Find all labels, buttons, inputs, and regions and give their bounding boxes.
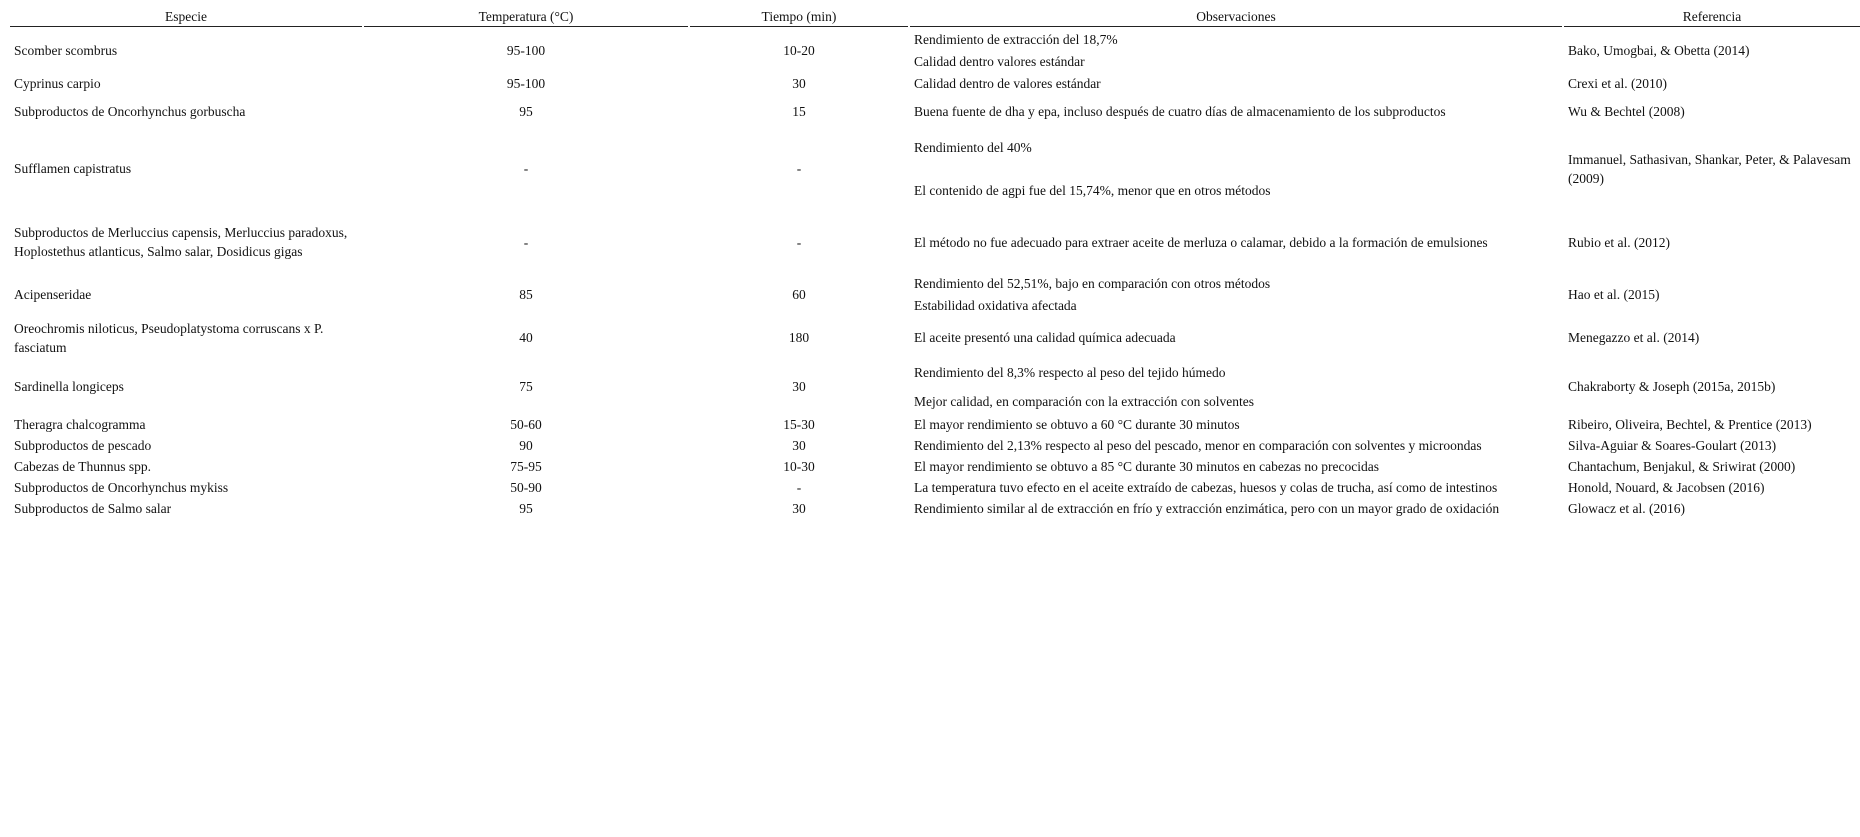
- observacion-line: Calidad dentro de valores estándar: [914, 76, 1101, 91]
- cell-referencia: Crexi et al. (2010): [1568, 76, 1667, 91]
- cell-tiempo: 15-30: [783, 417, 815, 432]
- cell-tiempo: -: [796, 480, 802, 495]
- cell-observaciones: [910, 96, 1562, 126]
- observacion-line: Rendimiento del 8,3% respecto al peso del tejido húmedo: [914, 364, 1226, 380]
- observacion-line: El contenido de agpi fue del 15,74%, menor que en otros métodos: [914, 182, 1271, 198]
- cell-temperatura: 95: [519, 103, 533, 119]
- cell-temperatura: 95: [519, 501, 533, 516]
- cell-referencia: Hao et al. (2015): [1568, 287, 1660, 302]
- observacion-line: El mayor rendimiento se obtuvo a 60 °C durante 30 minutos: [914, 417, 1240, 432]
- cell-observaciones: [910, 126, 1562, 211]
- observacion-line: Rendimiento del 52,51%, bajo en comparación con otros métodos: [914, 276, 1271, 291]
- observacion-line: Mejor calidad, en comparación con la extracción con solventes: [914, 393, 1254, 409]
- table-row: [10, 456, 1860, 477]
- table-row: [10, 435, 1860, 456]
- header-referencia: Referencia: [1564, 8, 1860, 27]
- table-row: [10, 27, 1860, 71]
- cell-especie: Theragra chalcogramma: [14, 417, 146, 432]
- cell-especie: Subproductos de Oncorhynchus gorbuscha: [14, 103, 246, 119]
- cell-especie: Subproductos de Salmo salar: [14, 501, 172, 516]
- cell-temperatura: 50-90: [510, 480, 542, 495]
- cell-observaciones: [910, 359, 1562, 414]
- cell-especie: Subproductos de Oncorhynchus mykiss: [14, 480, 229, 495]
- observacion-line: La temperatura tuvo efecto en el aceite extraído de cabezas, huesos y colas de trucha, así como de intestinos: [914, 480, 1498, 495]
- cell-tiempo: 30: [792, 501, 806, 516]
- cell-referencia: Rubio et al. (2012): [1568, 234, 1670, 250]
- cell-observaciones: [910, 71, 1562, 96]
- data-table: [8, 8, 1860, 519]
- observacion-line: Rendimiento de extracción del 18,7%: [914, 32, 1118, 47]
- observacion-line: Rendimiento del 2,13% respecto al peso del pescado, menor en comparación con solventes y microondas: [914, 438, 1482, 453]
- table-row: [10, 126, 1860, 211]
- table-row: [10, 477, 1860, 498]
- cell-especie: Subproductos de Merluccius capensis, Merluccius paradoxus, Hoplostethus atlanticus, Salmo salar, Dosidicus gigas: [14, 225, 348, 259]
- cell-referencia: Glowacz et al. (2016): [1568, 501, 1685, 516]
- cell-temperatura: 95-100: [506, 43, 546, 58]
- observacion-line: Estabilidad oxidativa afectada: [914, 298, 1077, 313]
- cell-tiempo: 60: [792, 287, 806, 302]
- cell-temperatura: -: [523, 234, 529, 250]
- cell-observaciones: [910, 316, 1562, 359]
- cell-especie: Scomber scombrus: [14, 43, 118, 58]
- observacion-line: Calidad dentro valores estándar: [914, 54, 1085, 69]
- cell-tiempo: 10-20: [783, 43, 815, 58]
- cell-observaciones: [910, 435, 1562, 456]
- cell-temperatura: 50-60: [510, 417, 542, 432]
- observacion-line: Buena fuente de dha y epa, incluso después de cuatro días de almacenamiento de los subproductos: [914, 103, 1446, 119]
- cell-tiempo: -: [796, 161, 802, 176]
- table-row: [10, 359, 1860, 414]
- cell-referencia: Ribeiro, Oliveira, Bechtel, & Prentice (2013): [1568, 417, 1812, 432]
- cell-temperatura: 75: [519, 379, 533, 394]
- cell-tiempo: 30: [792, 379, 806, 394]
- cell-especie: Subproductos de pescado: [14, 438, 152, 453]
- cell-tiempo: 180: [788, 330, 810, 345]
- cell-tiempo: 30: [792, 438, 806, 453]
- cell-referencia: Menegazzo et al. (2014): [1568, 330, 1700, 345]
- cell-temperatura: 95-100: [506, 76, 546, 91]
- cell-especie: Cabezas de Thunnus spp.: [14, 459, 151, 474]
- observacion-line: El mayor rendimiento se obtuvo a 85 °C durante 30 minutos en cabezas no precocidas: [914, 459, 1380, 474]
- cell-observaciones: [910, 456, 1562, 477]
- table-row: [10, 414, 1860, 435]
- header-especie: Especie: [10, 8, 362, 27]
- cell-especie: Sufflamen capistratus: [14, 161, 132, 176]
- observacion-line: El aceite presentó una calidad química adecuada: [914, 330, 1176, 345]
- cell-referencia: Immanuel, Sathasivan, Shankar, Peter, & Palavesam (2009): [1568, 151, 1851, 186]
- cell-temperatura: 85: [519, 287, 533, 302]
- cell-tiempo: -: [796, 234, 802, 250]
- cell-observaciones: [910, 498, 1562, 519]
- cell-referencia: Honold, Nouard, & Jacobsen (2016): [1568, 480, 1765, 495]
- table-row: [10, 273, 1860, 316]
- table-row: [10, 71, 1860, 96]
- cell-referencia: Silva-Aguiar & Soares-Goulart (2013): [1568, 438, 1777, 453]
- cell-referencia: Wu & Bechtel (2008): [1568, 103, 1685, 119]
- header-row: [10, 8, 1860, 27]
- cell-tiempo: 30: [792, 76, 806, 91]
- cell-tiempo: 10-30: [783, 459, 815, 474]
- cell-observaciones: [910, 414, 1562, 435]
- cell-observaciones: [910, 27, 1562, 71]
- table-row: [10, 316, 1860, 359]
- cell-referencia: Chakraborty & Joseph (2015a, 2015b): [1568, 379, 1776, 394]
- table-row: [10, 498, 1860, 519]
- cell-especie: Oreochromis niloticus, Pseudoplatystoma corruscans x P. fasciatum: [14, 320, 324, 355]
- cell-especie: Sardinella longiceps: [14, 379, 124, 394]
- cell-especie: Acipenseridae: [14, 287, 92, 302]
- cell-observaciones: [910, 477, 1562, 498]
- header-tiempo: Tiempo (min): [690, 8, 908, 27]
- header-temperatura: Temperatura (°C): [364, 8, 688, 27]
- cell-especie: Cyprinus carpio: [14, 76, 101, 91]
- header-observaciones: Observaciones: [910, 8, 1562, 27]
- cell-temperatura: 40: [519, 330, 533, 345]
- cell-referencia: Chantachum, Benjakul, & Sriwirat (2000): [1568, 459, 1796, 474]
- observacion-line: Rendimiento del 40%: [914, 139, 1032, 155]
- cell-referencia: Bako, Umogbai, & Obetta (2014): [1568, 43, 1750, 58]
- cell-temperatura: 75-95: [510, 459, 542, 474]
- table-row: [10, 96, 1860, 126]
- table-row: [10, 211, 1860, 273]
- cell-temperatura: 90: [519, 438, 533, 453]
- observacion-line: Rendimiento similar al de extracción en frío y extracción enzimática, pero con un mayor grado de oxidación: [914, 501, 1500, 516]
- cell-observaciones: [910, 211, 1562, 273]
- observacion-line: El método no fue adecuado para extraer aceite de merluza o calamar, debido a la formación de emulsiones: [914, 234, 1488, 250]
- cell-temperatura: -: [523, 161, 529, 176]
- cell-tiempo: 15: [792, 103, 806, 119]
- cell-observaciones: [910, 273, 1562, 316]
